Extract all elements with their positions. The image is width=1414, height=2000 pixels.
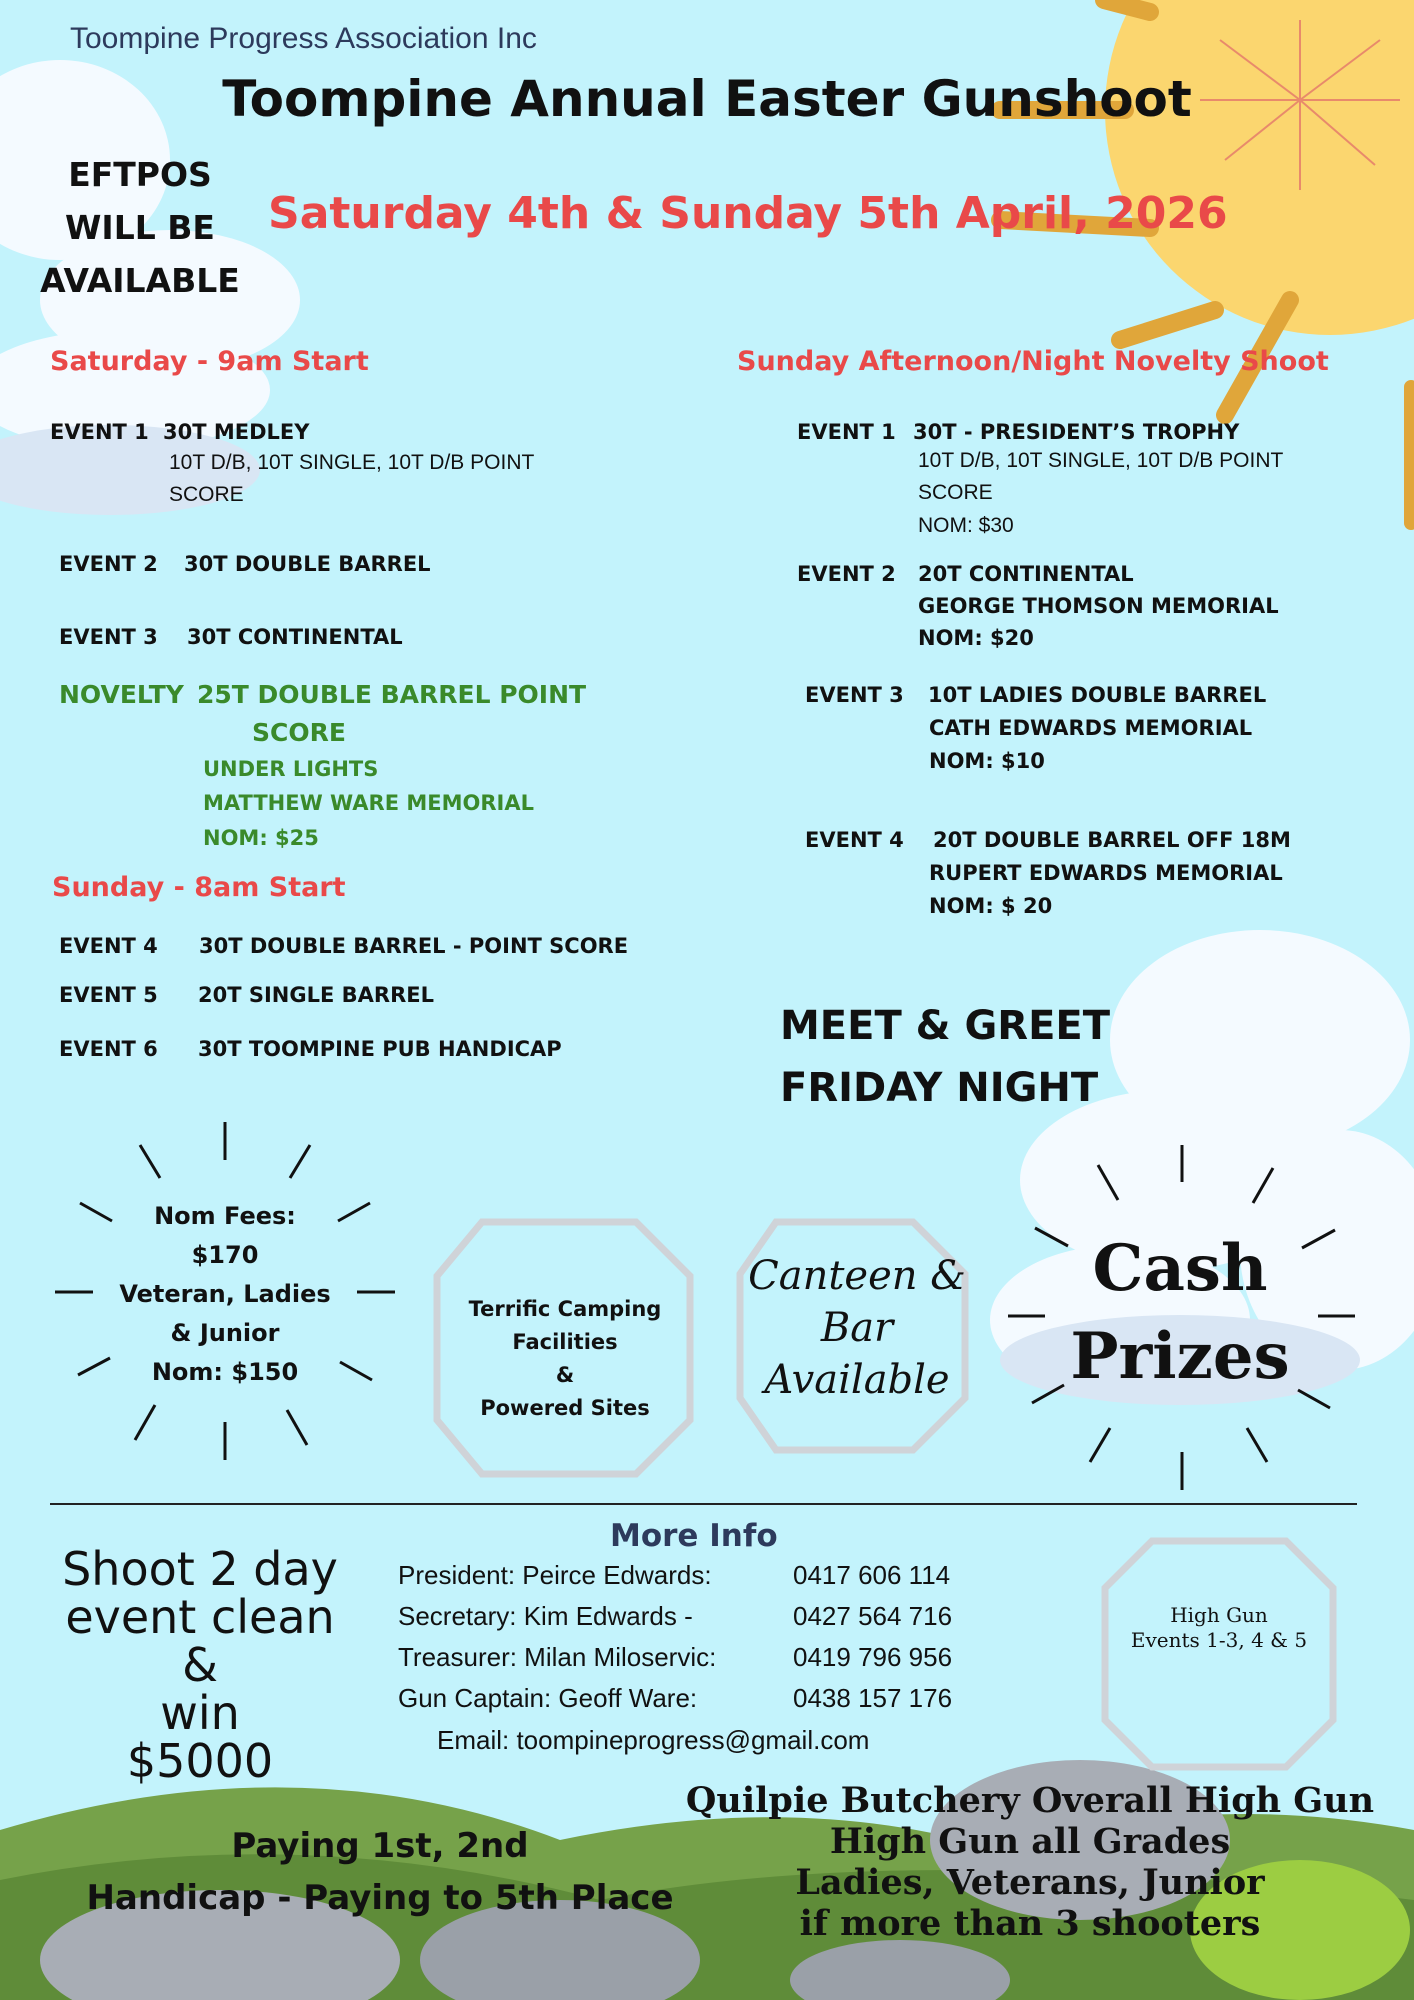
high-gun-note: High Gun Events 1-3, 4 & 5 — [1130, 1603, 1308, 1652]
sunday-heading: Sunday - 8am Start — [52, 872, 346, 903]
contact-treasurer-phone: 0419 796 956 — [793, 1642, 953, 1672]
novelty-nom: NOM: $25 — [203, 826, 319, 850]
ns-event-3-label: EVENT 3 — [805, 683, 904, 707]
canteen-bar: Canteen & Bar Available — [748, 1253, 966, 1403]
page-title: Toompine Annual Easter Gunshoot — [222, 70, 1192, 128]
ns-event-3-title: 10T LADIES DOUBLE BARREL — [928, 683, 1267, 707]
sat-event-1-label: EVENT 1 — [50, 420, 149, 444]
sun-event-4-label: EVENT 4 — [59, 934, 158, 958]
shoot-clean-offer: Shoot 2 day event clean & win $5000 — [62, 1542, 338, 1788]
sun-event-6-title: 30T TOOMPINE PUB HANDICAP — [198, 1037, 562, 1061]
contact-president-phone: 0417 606 114 — [793, 1560, 951, 1590]
novelty-shoot-heading: Sunday Afternoon/Night Novelty Shoot — [737, 346, 1329, 377]
org-name: Toompine Progress Association Inc — [70, 22, 537, 55]
sat-event-2-label: EVENT 2 — [59, 552, 158, 576]
sat-event-3-title: 30T CONTINENTAL — [187, 625, 403, 649]
nom-fees: Nom Fees: $170 Veteran, Ladies & Junior Nom: $150 — [119, 1202, 331, 1386]
sun-event-5-label: EVENT 5 — [59, 983, 158, 1007]
eftpos-notice: EFTPOS WILL BE AVAILABLE — [40, 155, 240, 300]
novelty-line-2: MATTHEW WARE MEMORIAL — [203, 791, 534, 815]
sat-event-1-title: 30T MEDLEY — [163, 420, 310, 444]
sun-event-4-title: 30T DOUBLE BARREL - POINT SCORE — [199, 934, 629, 958]
sat-event-2-title: 30T DOUBLE BARREL — [184, 552, 431, 576]
paying-places: Paying 1st, 2nd Handicap - Paying to 5th Place — [86, 1826, 674, 1918]
saturday-heading: Saturday - 9am Start — [50, 346, 369, 377]
ns-event-3-memorial: CATH EDWARDS MEMORIAL — [929, 716, 1253, 740]
more-info-title: More Info — [610, 1518, 778, 1554]
sat-event-1-detail: 10T D/B, 10T SINGLE, 10T D/B POINT — [169, 451, 535, 474]
ns-event-1-detail: 10T D/B, 10T SINGLE, 10T D/B POINT — [918, 449, 1284, 472]
meet-greet: MEET & GREET FRIDAY NIGHT — [780, 1003, 1111, 1111]
ns-event-3-nom: NOM: $10 — [929, 749, 1045, 773]
novelty-line-1: UNDER LIGHTS — [203, 757, 379, 781]
sun-event-5-title: 20T SINGLE BARREL — [198, 983, 434, 1007]
contact-treasurer: Treasurer: Milan Miloservic: — [398, 1642, 717, 1672]
ns-event-4-nom: NOM: $ 20 — [929, 894, 1053, 918]
contact-secretary-phone: 0427 564 716 — [793, 1601, 953, 1631]
ns-event-1-title: 30T - PRESIDENT’S TROPHY — [913, 420, 1240, 444]
contact-secretary: Secretary: Kim Edwards - — [398, 1601, 693, 1631]
ns-event-2-title: 20T CONTINENTAL — [918, 562, 1134, 586]
event-dates: Saturday 4th & Sunday 5th April, 2026 — [268, 188, 1228, 239]
cash-prizes: Cash Prizes — [1070, 1231, 1290, 1394]
contact-email: Email: toompineprogress@gmail.com — [437, 1725, 870, 1755]
ns-event-2-memorial: GEORGE THOMSON MEMORIAL — [918, 594, 1279, 618]
ns-event-2-nom: NOM: $20 — [918, 626, 1034, 650]
sat-event-3-label: EVENT 3 — [59, 625, 158, 649]
novelty-title: 25T DOUBLE BARREL POINT — [197, 680, 587, 709]
sat-event-1-detail-2: SCORE — [169, 483, 244, 506]
camping-facilities: Terrific Camping Facilities & Powered Sites — [468, 1297, 662, 1420]
highgun-octagon — [1105, 1541, 1333, 1767]
contact-president: President: Peirce Edwards: — [398, 1560, 712, 1590]
contact-gun-captain-phone: 0438 157 176 — [793, 1683, 953, 1713]
ns-event-4-memorial: RUPERT EDWARDS MEMORIAL — [929, 861, 1283, 885]
quilpie-high-gun: Quilpie Butchery Overall High Gun High Gun all Grades Ladies, Veterans, Junior if more than 3 shooters — [685, 1780, 1375, 1944]
ns-event-1-nom: NOM: $30 — [918, 514, 1014, 537]
ns-event-4-label: EVENT 4 — [805, 828, 904, 852]
ns-event-1-detail-2: SCORE — [918, 481, 993, 504]
sun-event-6-label: EVENT 6 — [59, 1037, 158, 1061]
ns-event-4-title: 20T DOUBLE BARREL OFF 18M — [933, 828, 1291, 852]
contact-gun-captain: Gun Captain: Geoff Ware: — [398, 1683, 698, 1713]
ns-event-1-label: EVENT 1 — [797, 420, 896, 444]
ns-event-2-label: EVENT 2 — [797, 562, 896, 586]
novelty-label: NOVELTY — [59, 680, 184, 709]
novelty-title-2: SCORE — [252, 718, 346, 747]
